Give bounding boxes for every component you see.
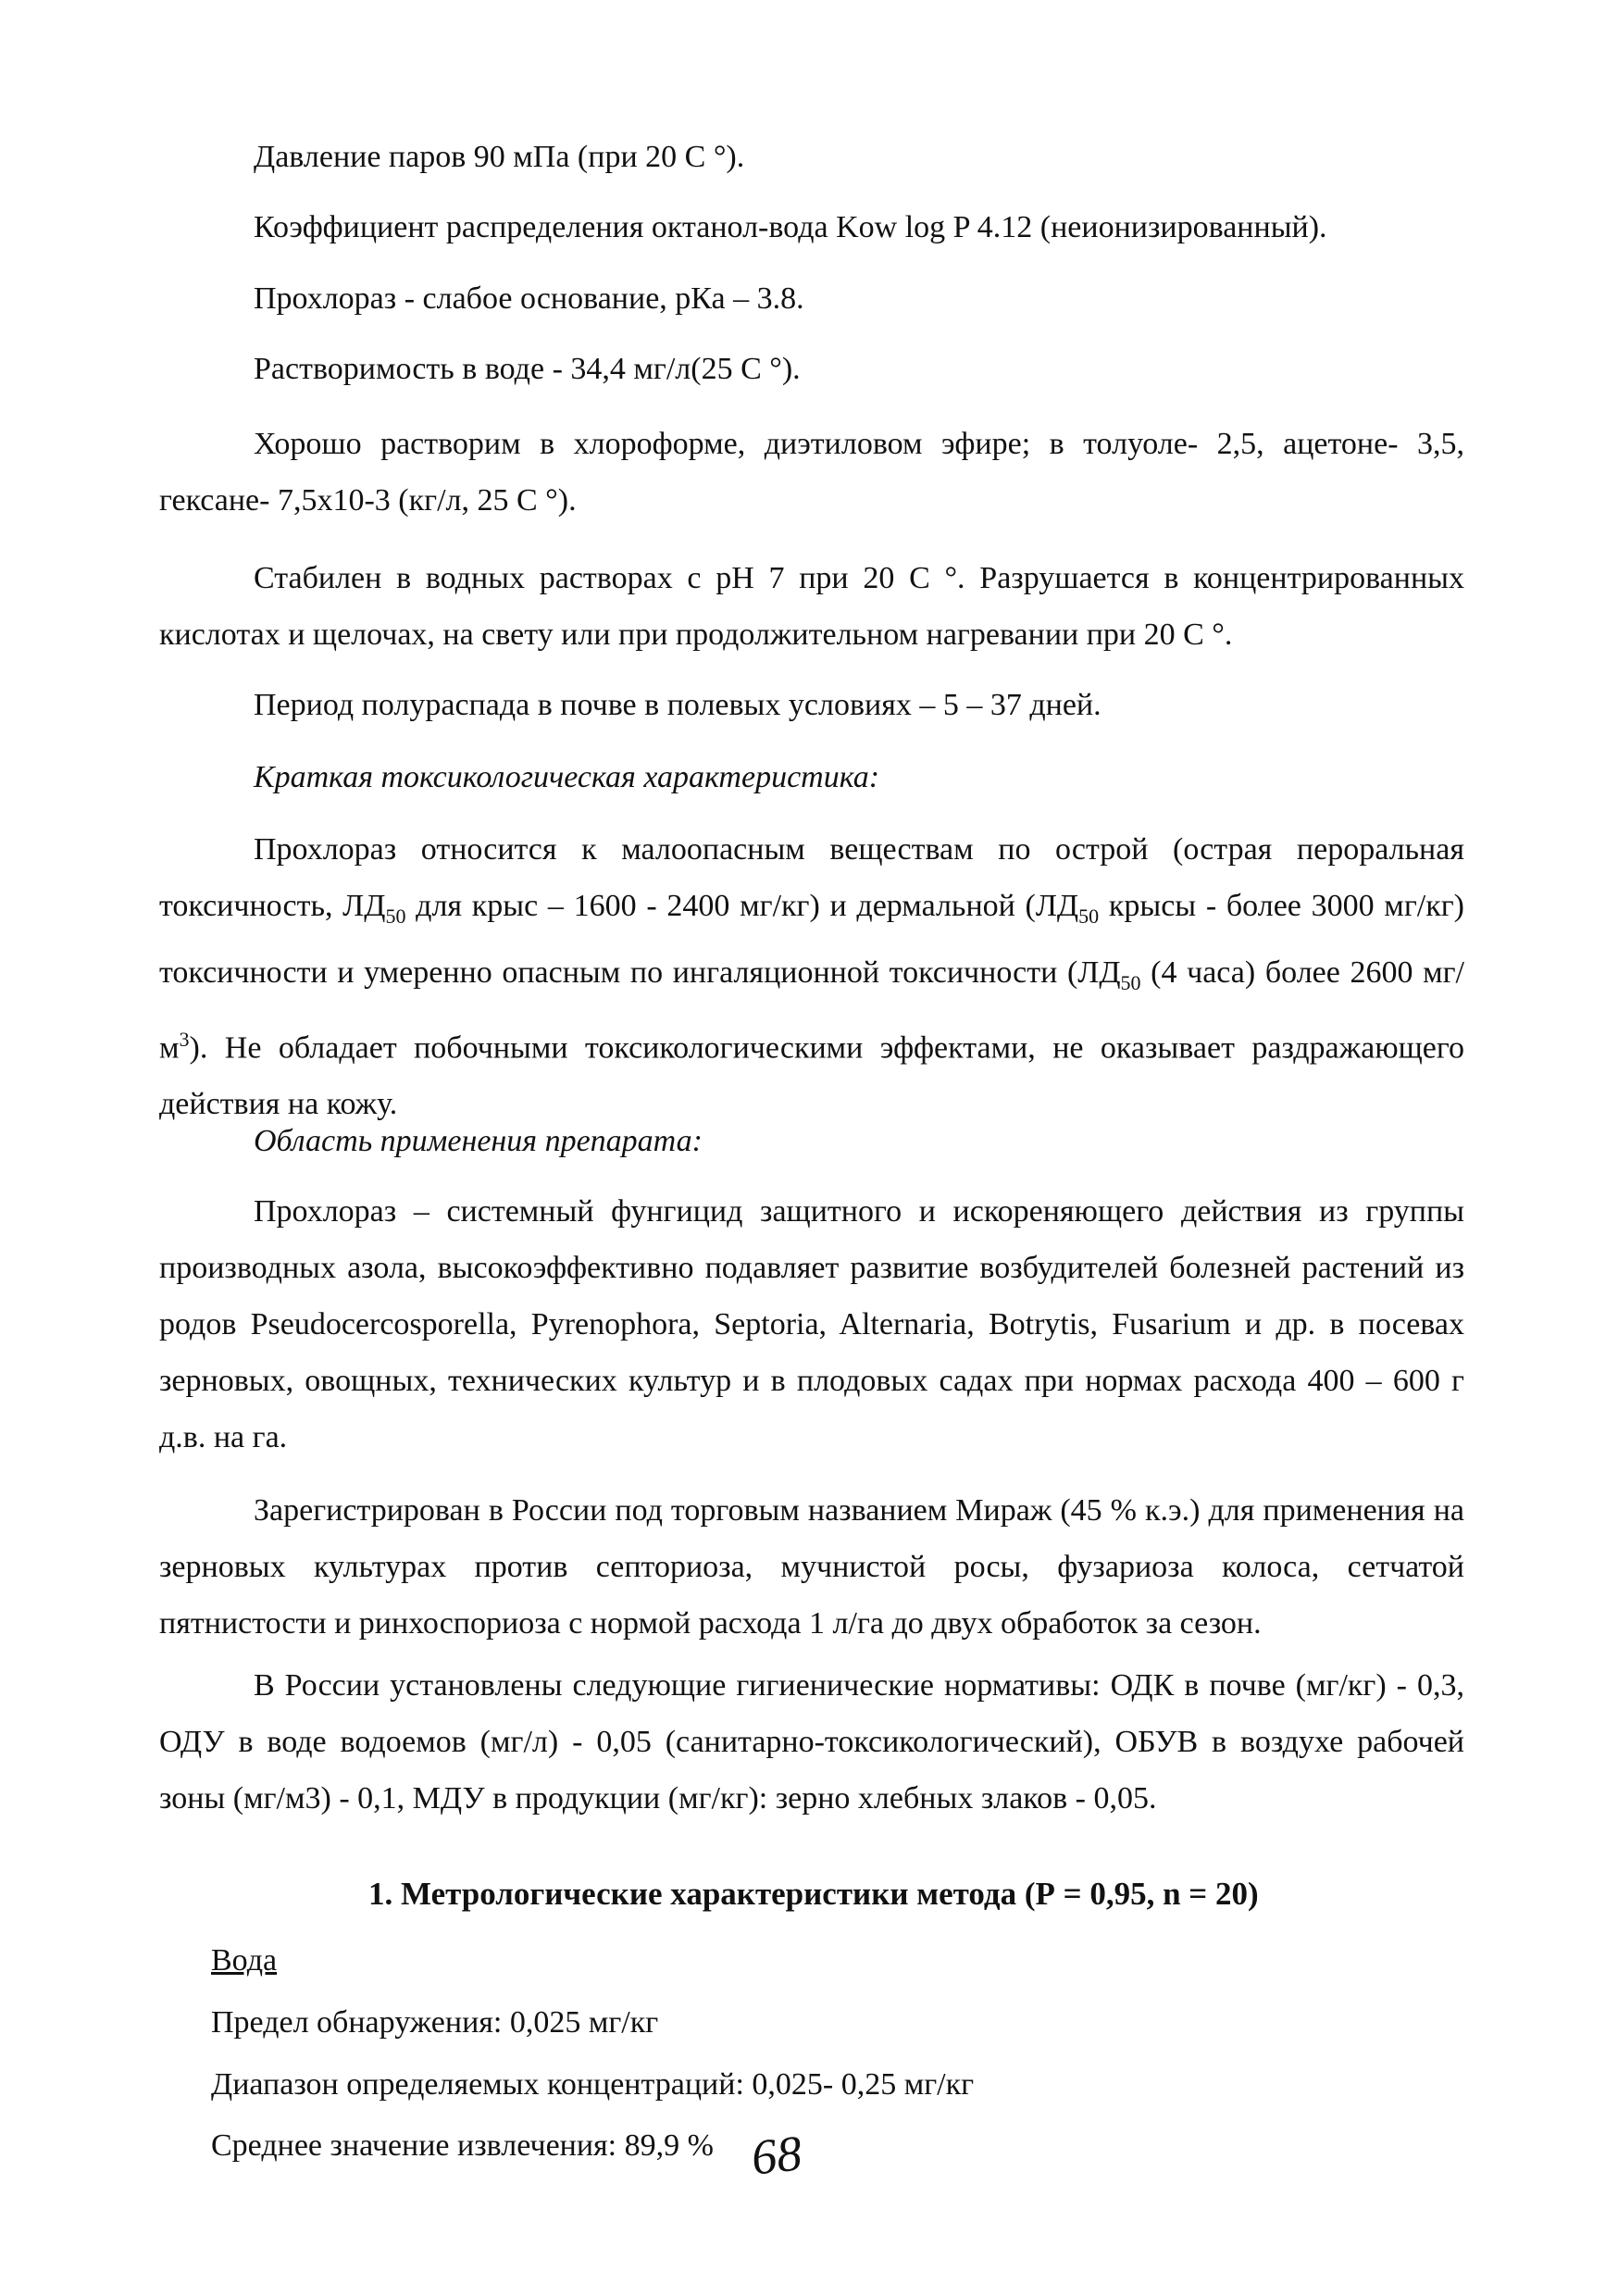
partition-coefficient-line: Коэффициент распределения октанол-вода Kow log P 4.12 (неионизированный). (254, 210, 1327, 244)
detection-limit-line: Предел обнаружения: 0,025 мг/кг (211, 2005, 659, 2040)
page-number: 68 (749, 2125, 804, 2186)
ld50-subscript-2: 50 (1078, 904, 1100, 928)
cubic-superscript: 3 (179, 1027, 190, 1051)
toxicology-text-5: ). Не обладает побочными токсикологическими эффектами, не оказывает раздражающего действия на кожу. (159, 1029, 1464, 1121)
stability-paragraph: Стабилен в водных растворах с рН 7 при 20 С °. Разрушается в концентрированных кислотах и щелочах, на свету или при продолжительном нагревании при 20 С °. (159, 561, 1464, 652)
pka-line: Прохлораз - слабое основание, рКа – 3.8. (254, 281, 804, 316)
half-life-line: Период полураспада в почве в полевых условиях – 5 – 37 дней. (254, 688, 1101, 722)
ld50-subscript-3: 50 (1120, 970, 1141, 994)
toxicology-text-2: для крыс – 1600 - 2400 мг/кг) и дермальной (ЛД (405, 889, 1079, 923)
toxicology-text-1: Прохлораз относится к малоопасным веществам по острой (острая пероральная токсичность, ЛД (159, 832, 1464, 923)
water-solubility-line: Растворимость в воде - 34,4 мг/л(25 С °). (254, 352, 801, 386)
application-paragraph-1: Прохлораз – системный фунгицид защитного и искореняющего действия из группы производных азола, высокоэффективно подавляет развитие возбудителей болезней растений из родов Pseudocercosporella, Pyrenophora, Septoria, Alternaria, Botrytis, Fusarium и др. в посевах зерновых, овощных, технических культур и в плодовых садах при нормах расхода 400 – 600 г д.в. на га. (159, 1194, 1464, 1454)
water-subheading: Вода (211, 1943, 278, 1978)
recovery-line: Среднее значение извлечения: 89,9 % (211, 2128, 714, 2163)
ld50-subscript-1: 50 (385, 904, 406, 928)
vapor-pressure-line: Давление паров 90 мПа (при 20 С °). (254, 140, 745, 174)
solvent-solubility-paragraph: Хорошо растворим в хлороформе, диэтиловом эфире; в толуоле- 2,5, ацетоне- 3,5, гексане- 7,5x10-3 (кг/л, 25 С °). (159, 427, 1464, 518)
concentration-range-line: Диапазон определяемых концентраций: 0,025- 0,25 мг/кг (211, 2067, 975, 2102)
toxicology-paragraph (159, 821, 1464, 1132)
application-paragraph-2: Зарегистрирован в России под торговым названием Мираж (45 % к.э.) для применения на зерновых культурах против септориоза, мучнистой росы, фузариоза колоса, сетчатой пятнистости и ринхоспориоза с нормой расхода 1 л/га до двух обработок за сезон. (159, 1493, 1464, 1641)
toxicology-title: Краткая токсикологическая характеристика: (254, 760, 880, 794)
section-1-heading: 1. Метрологические характеристики метода (Р = 0,95, n = 20) (368, 1876, 1259, 1912)
toxicology-text-3: крысы - более 3000 мг/кг) токсичности и умеренно опасным по ингаляционной токсичности (ЛД (159, 889, 1465, 990)
hygiene-standards-paragraph: В России установлены следующие гигиенические нормативы: ОДК в почве (мг/кг) - 0,3, ОДУ в воде водоемов (мг/л) - 0,05 (санитарно-токсикологический), ОБУВ в воздухе рабочей зоны (мг/м3) - 0,1, МДУ в продукции (мг/кг): зерно хлебных злаков - 0,05. (159, 1668, 1464, 1816)
application-title: Область применения препарата: (254, 1124, 703, 1158)
toxicology-text-4: (4 часа) более 2600 мг/м (159, 955, 1464, 1065)
